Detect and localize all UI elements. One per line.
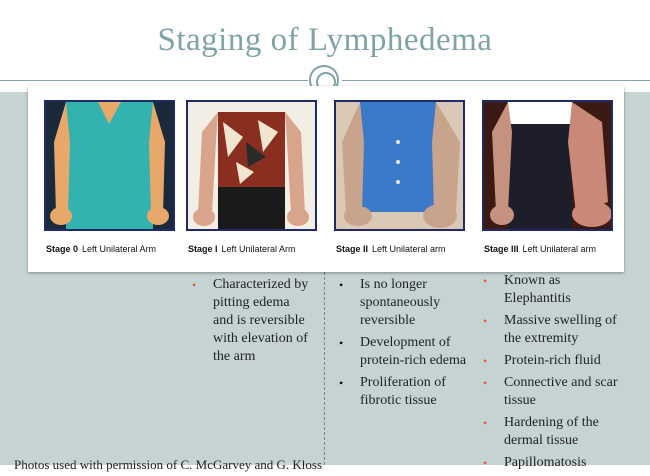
title-rule-right <box>342 80 650 81</box>
black-bullet-icon: • <box>339 376 344 390</box>
orange-bullet-icon: • <box>192 278 197 292</box>
list-item: • Is no longer spontaneously reversible <box>339 277 441 328</box>
caption-stage-0: Stage 0 Left Unilateral Arm <box>46 244 157 254</box>
list-item: • Characterized by pitting edema and is reversible with elevation of the arm <box>192 277 309 364</box>
list-item: • Protein-rich fluid <box>483 353 601 368</box>
caption-stage-1: Stage I Left Unilateral Arm <box>188 244 296 254</box>
list-item: • Hardening of the dermal tissue <box>483 415 599 448</box>
caption-stage-3: Stage III Left Unilateral arm <box>484 244 597 254</box>
list-item: • Connective and scar tissue <box>483 375 618 408</box>
black-bullet-icon: • <box>339 336 344 350</box>
black-bullet-icon: • <box>339 278 344 292</box>
orange-bullet-icon: • <box>483 456 488 470</box>
list-item: • Massive swelling of the extremity <box>483 313 617 346</box>
slide-title: Staging of Lymphedema <box>157 22 493 58</box>
list-item: • Development of protein-rich edema <box>339 335 467 368</box>
photo-credit: Photos used with permission of C. McGarvey and G. Kloss <box>14 457 323 472</box>
orange-bullet-icon: • <box>483 354 488 368</box>
stage-3-bullets <box>480 272 630 476</box>
stage-1-bullets <box>189 276 313 370</box>
orange-bullet-icon: • <box>483 376 488 390</box>
photo-stage-2 <box>334 100 465 231</box>
photo-stage-3 <box>482 100 613 231</box>
photo-panel <box>28 86 624 272</box>
list-item: • Known as Elephantitis <box>483 273 571 306</box>
photo-stage-0 <box>44 100 175 231</box>
caption-stage-2: Stage II Left Unilateral arm <box>336 244 446 254</box>
orange-bullet-icon: • <box>483 416 488 430</box>
title-rule-left <box>0 80 308 81</box>
orange-bullet-icon: • <box>483 314 488 328</box>
list-item: • Proliferation of fibrotic tissue <box>339 375 446 408</box>
photo-stage-1 <box>186 100 317 231</box>
stage-2-bullets <box>336 276 476 414</box>
list-item: • Papillomatosis <box>483 455 587 470</box>
orange-bullet-icon: • <box>483 274 488 288</box>
